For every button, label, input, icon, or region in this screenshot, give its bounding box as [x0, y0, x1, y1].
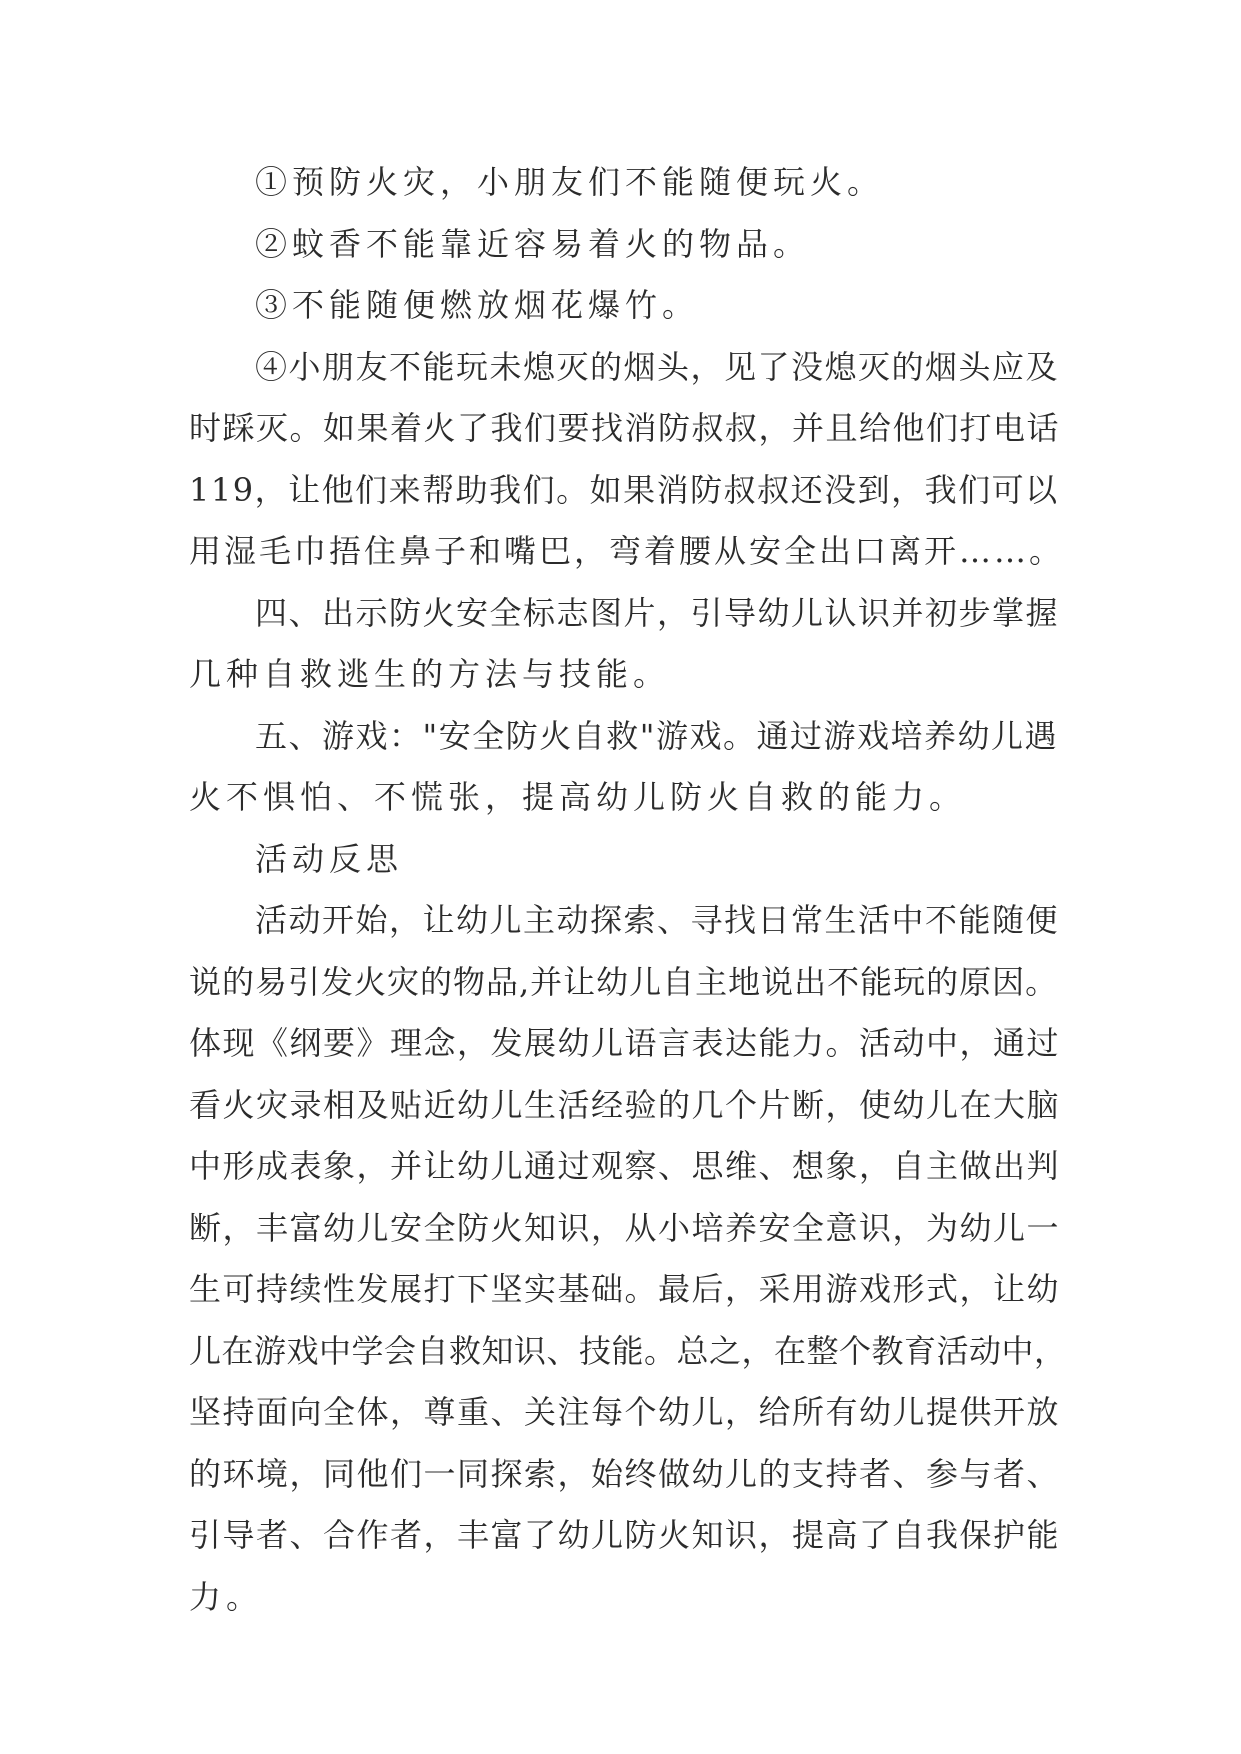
text-line: 火不惧怕、不慌张，提高幼儿防火自救的能力。	[189, 778, 967, 816]
text-line: 坚持面向全体，尊重、关注每个幼儿，给所有幼儿提供开放	[189, 1393, 1061, 1431]
text-line: 活动反思	[255, 839, 404, 878]
text-line: 引导者、合作者，丰富了幼儿防火知识，提高了自我保护能	[189, 1516, 1061, 1554]
text-line: 的环境，同他们一同探索，始终做幼儿的支持者、参与者、	[189, 1454, 1061, 1493]
text-line: 体现《纲要》理念，发展幼儿语言表达能力。活动中，通过	[189, 1024, 1061, 1062]
text-line: 时踩灭。如果着火了我们要找消防叔叔，并且给他们打电话	[189, 409, 1061, 447]
text-line: 看火灾录相及贴近幼儿生活经验的几个片断，使幼儿在大脑	[189, 1085, 1061, 1124]
document-body	[189, 152, 1069, 1628]
text-line: 力。	[189, 1577, 264, 1616]
text-line: ②蚊香不能靠近容易着火的物品。	[255, 224, 811, 263]
text-line: 四、出示防火安全标志图片，引导幼儿认识并初步掌握	[255, 593, 1060, 632]
text-line: 断，丰富幼儿安全防火知识，从小培养安全意识，为幼儿一	[189, 1208, 1061, 1247]
text-line: 儿在游戏中学会自救知识、技能。总之，在整个教育活动中，	[189, 1331, 1067, 1370]
text-line: 活动开始，让幼儿主动探索、寻找日常生活中不能随便	[255, 901, 1060, 939]
text-line: ④小朋友不能玩未熄灭的烟头，见了没熄灭的烟头应及	[255, 347, 1060, 386]
text-line: 119，让他们来帮助我们。如果消防叔叔还没到，我们可以	[189, 470, 1059, 509]
text-line: 几种自救逃生的方法与技能。	[189, 655, 671, 693]
text-line: 五、游戏："安全防火自救"游戏。通过游戏培养幼儿遇	[255, 716, 1058, 755]
text-line: 用湿毛巾捂住鼻子和嘴巴，弯着腰从安全出口离开……。	[189, 532, 1065, 570]
text-line: 说的易引发火灾的物品,并让幼儿自主地说出不能玩的原因。	[189, 962, 1059, 1001]
text-line: 中形成表象，并让幼儿通过观察、思维、想象，自主做出判	[189, 1147, 1061, 1185]
text-line: ③不能随便燃放烟花爆竹。	[255, 286, 700, 324]
text-line: ①预防火灾，小朋友们不能随便玩火。	[255, 163, 885, 201]
text-line: 生可持续性发展打下坚实基础。最后，采用游戏形式，让幼	[189, 1270, 1061, 1308]
